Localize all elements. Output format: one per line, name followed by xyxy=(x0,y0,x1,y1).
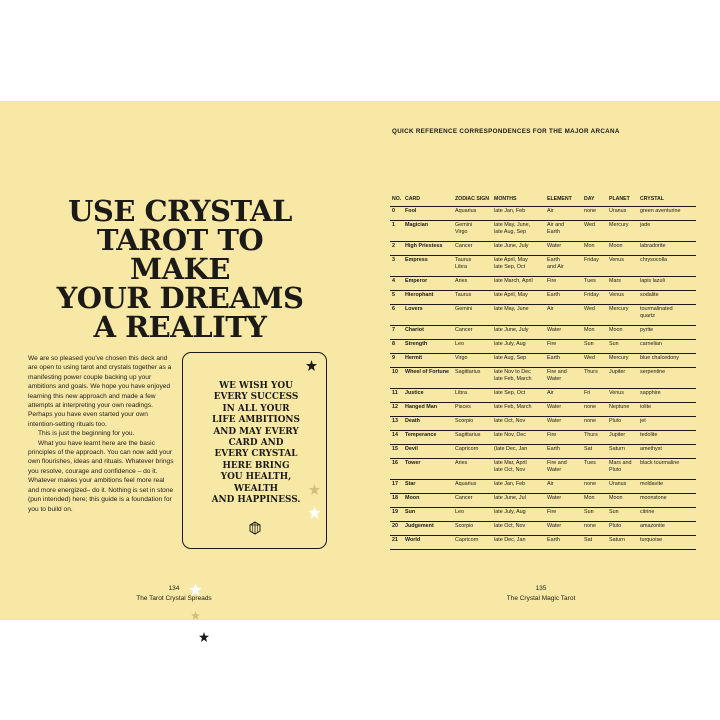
table-cell: Cancer xyxy=(453,326,492,340)
table-cell: tourmalinated quartz xyxy=(638,305,696,326)
table-row xyxy=(390,480,696,494)
table-cell: Mon xyxy=(582,326,607,340)
table-cell: iolite xyxy=(638,403,696,417)
headline-line: TAROT TO MAKE xyxy=(96,223,264,286)
table-cell: Wed xyxy=(582,354,607,368)
table-cell: Fire and Water xyxy=(545,459,582,480)
table-cell: Mars xyxy=(607,277,638,291)
table-cell: High Priestess xyxy=(403,242,453,256)
table-cell: Death xyxy=(403,417,453,431)
table-cell: Leo xyxy=(453,340,492,354)
headline xyxy=(50,194,310,344)
table-row xyxy=(390,277,696,291)
table-cell: late June, July xyxy=(492,326,545,340)
table-cell: World xyxy=(403,536,453,550)
table-cell: Air xyxy=(545,389,582,403)
table-cell: Mercury xyxy=(607,354,638,368)
table-cell: amazonite xyxy=(638,522,696,536)
table-cell: Scorpio xyxy=(453,522,492,536)
table-cell: late Oct, Nov xyxy=(492,522,545,536)
table-row xyxy=(390,536,696,550)
table-cell: 12 xyxy=(390,403,403,417)
table-cell: 18 xyxy=(390,494,403,508)
table-row xyxy=(390,221,696,242)
table-cell: Tues xyxy=(582,277,607,291)
table-cell: Capricorn xyxy=(453,445,492,459)
column-header: DAY xyxy=(582,193,607,207)
star-icon xyxy=(308,506,321,519)
table-cell: Thurs xyxy=(582,431,607,445)
table-cell: none xyxy=(582,207,607,221)
table-row xyxy=(390,340,696,354)
table-cell: Pluto xyxy=(607,417,638,431)
table-cell: Friday xyxy=(582,291,607,305)
table-cell: Aquarius xyxy=(453,207,492,221)
body-paragraph: This is just the beginning for you. xyxy=(38,430,135,438)
card-line: EVERY CRYSTAL xyxy=(214,449,298,460)
table-cell: late Jan, Feb xyxy=(492,207,545,221)
table-cell: 8 xyxy=(390,340,403,354)
table-cell: Mon xyxy=(582,242,607,256)
table-cell: Hermit xyxy=(403,354,453,368)
table-cell: moldavite xyxy=(638,480,696,494)
table-cell: late July, Aug xyxy=(492,508,545,522)
table-cell: Judgement xyxy=(403,522,453,536)
table-cell: Justice xyxy=(403,389,453,403)
table-cell: late May, June xyxy=(492,305,545,326)
table-cell: Emperor xyxy=(403,277,453,291)
table-cell: green aventurine xyxy=(638,207,696,221)
column-header: MONTHS xyxy=(492,193,545,207)
table-row xyxy=(390,207,696,221)
headline-line: A REALITY xyxy=(93,310,267,344)
table-row xyxy=(390,389,696,403)
table-cell: moonstone xyxy=(638,494,696,508)
table-cell: Sun xyxy=(607,340,638,354)
table-row xyxy=(390,459,696,480)
star-icon xyxy=(191,611,200,620)
table-row xyxy=(390,403,696,417)
table-row xyxy=(390,354,696,368)
table-cell: 14 xyxy=(390,431,403,445)
table-row xyxy=(390,431,696,445)
page-number: 135 xyxy=(535,585,547,592)
table-cell: Mars and Pluto xyxy=(607,459,638,480)
table-cell: blue chalcedony xyxy=(638,354,696,368)
table-cell: late June, Jul xyxy=(492,494,545,508)
table-row xyxy=(390,445,696,459)
table-cell: none xyxy=(582,522,607,536)
table-cell: late Feb, March xyxy=(492,403,545,417)
table-cell: turquoise xyxy=(638,536,696,550)
table-row xyxy=(390,494,696,508)
card-line: HERE BRING xyxy=(222,460,290,471)
table-cell: Pluto xyxy=(607,522,638,536)
table-cell: Lovers xyxy=(403,305,453,326)
table-cell: Fire xyxy=(545,340,582,354)
table-cell: Tower xyxy=(403,459,453,480)
table-cell: 20 xyxy=(390,522,403,536)
table-cell: Water xyxy=(545,403,582,417)
table-cell: none xyxy=(582,403,607,417)
table-cell: Pisces xyxy=(453,403,492,417)
card-line: EVERY SUCCESS xyxy=(213,392,299,403)
table-cell: none xyxy=(582,417,607,431)
table-cell: tedolite xyxy=(638,431,696,445)
table-cell: Wed xyxy=(582,221,607,242)
table-cell: 21 xyxy=(390,536,403,550)
table-cell: 15 xyxy=(390,445,403,459)
table-title: QUICK REFERENCE CORRESPONDENCES FOR THE MAJOR ARCANA xyxy=(392,128,620,135)
table-cell: lapis lazuli xyxy=(638,277,696,291)
running-footer: The Crystal Magic Tarot xyxy=(506,595,576,602)
table-cell: late April, May xyxy=(492,291,545,305)
table-row xyxy=(390,368,696,389)
table-cell: Aries xyxy=(453,277,492,291)
table-cell: late Aug, Sep xyxy=(492,354,545,368)
card-line: AND HAPPINESS. xyxy=(211,495,301,506)
table-cell: Fire xyxy=(545,508,582,522)
table-cell: Friday xyxy=(582,256,607,277)
body-paragraph: What you have learnt here are the basic principles of the approach. You can now add your own flourishes, ideas and rituals. Whatever brings you resolve, courage and confidence – do it. Whatever makes your ambitions feel more real and more energized– do it. Nothing is set in stone (pun intended) here; this guide is a foundation for you to build on. xyxy=(28,439,174,513)
table-row xyxy=(390,305,696,326)
table-cell: late June, July xyxy=(492,242,545,256)
table-cell: late Jan, Feb xyxy=(492,480,545,494)
table-cell: 19 xyxy=(390,508,403,522)
table-cell: 16 xyxy=(390,459,403,480)
table-cell: Thurs xyxy=(582,368,607,389)
table-cell: Gemini xyxy=(453,305,492,326)
table-cell: late March, April xyxy=(492,277,545,291)
table-cell: labradorite xyxy=(638,242,696,256)
card-line: WEALTH xyxy=(233,483,279,494)
table-cell: Libra xyxy=(453,389,492,403)
table-cell: 1 xyxy=(390,221,403,242)
table-cell: sodalite xyxy=(638,291,696,305)
table-cell: Earth xyxy=(545,291,582,305)
table-cell: Cancer xyxy=(453,242,492,256)
table-cell: late Nov to Dec late Feb, March xyxy=(492,368,545,389)
table-cell: Devil xyxy=(403,445,453,459)
table-cell: carnelian xyxy=(638,340,696,354)
card-line: IN ALL YOUR xyxy=(222,403,290,414)
body-text xyxy=(28,354,176,514)
table-cell: Aries xyxy=(453,459,492,480)
table-row xyxy=(390,326,696,340)
table-cell: Moon xyxy=(607,494,638,508)
table-row xyxy=(390,291,696,305)
table-cell: Sat xyxy=(582,445,607,459)
table-cell: Sun xyxy=(403,508,453,522)
book-spread xyxy=(0,101,720,620)
table-cell: Jupiter xyxy=(607,368,638,389)
table-cell: jet xyxy=(638,417,696,431)
table-cell: Fire xyxy=(545,277,582,291)
table-cell: 3 xyxy=(390,256,403,277)
body-paragraph: We are so pleased you've chosen this deck and are open to using tarot and crystals together as a manifesting power couple backing up your ambitions and goals. We hope you have enjoyed learning this new approach and made a few attempts at interpreting your own readings. Perhaps you have even started your own intention-setting rituals too. xyxy=(28,355,172,428)
table-cell: Mercury xyxy=(607,305,638,326)
left-folio xyxy=(114,584,234,604)
table-cell: 13 xyxy=(390,417,403,431)
table-row xyxy=(390,508,696,522)
table-cell: late Mar, April late Oct, Nov xyxy=(492,459,545,480)
table-cell: Sun xyxy=(582,508,607,522)
table-cell: Temperance xyxy=(403,431,453,445)
card-line: YOU HEALTH, xyxy=(220,472,292,483)
table-cell: late July, Aug xyxy=(492,340,545,354)
right-folio xyxy=(481,584,601,604)
table-cell: Venus xyxy=(607,389,638,403)
table-cell: Cancer xyxy=(453,494,492,508)
table-cell: Wheel of Fortune xyxy=(403,368,453,389)
table-cell: Sun xyxy=(582,340,607,354)
table-cell: 10 xyxy=(390,368,403,389)
table-cell: serpentine xyxy=(638,368,696,389)
table-row xyxy=(390,242,696,256)
table-cell: Water xyxy=(545,522,582,536)
table-cell: Capricorn xyxy=(453,536,492,550)
correspondence-table xyxy=(390,193,696,550)
table-cell: 6 xyxy=(390,305,403,326)
column-header: PLANET xyxy=(607,193,638,207)
table-cell: 17 xyxy=(390,480,403,494)
table-row xyxy=(390,522,696,536)
column-header: ZODIAC SIGN xyxy=(453,193,492,207)
table-cell: Gemini Virgo xyxy=(453,221,492,242)
card-line: WE WISH YOU xyxy=(219,381,293,391)
table-cell: late April, May late Sep, Oct xyxy=(492,256,545,277)
table-cell: late Nov, Dec xyxy=(492,431,545,445)
card-line: AND MAY EVERY xyxy=(213,426,299,437)
table-cell: Scorpio xyxy=(453,417,492,431)
card-message xyxy=(201,381,311,506)
table-cell: Hierophant xyxy=(403,291,453,305)
table-cell: sapphire xyxy=(638,389,696,403)
table-cell: Jupiter xyxy=(607,431,638,445)
table-cell: amethyst xyxy=(638,445,696,459)
table-cell: Earth xyxy=(545,354,582,368)
table-row xyxy=(390,417,696,431)
card-line: LIFE AMBITIONS xyxy=(212,415,300,426)
table-cell: Uranus xyxy=(607,207,638,221)
table-cell: Strength xyxy=(403,340,453,354)
running-footer: The Tarot Crystal Spreads xyxy=(136,595,212,602)
table-cell: Fool xyxy=(403,207,453,221)
column-header: ELEMENT xyxy=(545,193,582,207)
column-header: NO. xyxy=(390,193,403,207)
table-cell: Earth xyxy=(545,536,582,550)
table-cell: Fire xyxy=(545,431,582,445)
table-cell: Tues xyxy=(582,459,607,480)
table-cell: Mercury xyxy=(607,221,638,242)
table-cell: Leo xyxy=(453,508,492,522)
column-header: CRYSTAL xyxy=(638,193,696,207)
table-cell: Venus xyxy=(607,256,638,277)
table-row xyxy=(390,256,696,277)
crystal-icon xyxy=(248,521,262,535)
table-cell: chrysocolla xyxy=(638,256,696,277)
table-cell: Neptune xyxy=(607,403,638,417)
table-cell: Water xyxy=(545,494,582,508)
page-number: 134 xyxy=(168,585,180,592)
table-cell: Moon xyxy=(607,242,638,256)
table-cell: Moon xyxy=(607,326,638,340)
table-cell: Magician xyxy=(403,221,453,242)
table-cell: Earth and Air xyxy=(545,256,582,277)
table-cell: Fri xyxy=(582,389,607,403)
headline-line: YOUR DREAMS xyxy=(56,281,304,315)
table-cell: Aquarius xyxy=(453,480,492,494)
table-cell: Fire and Water xyxy=(545,368,582,389)
table-header-row xyxy=(390,193,696,207)
table-cell: Mon xyxy=(582,494,607,508)
table-cell: Hanged Man xyxy=(403,403,453,417)
table-cell: Sagittarius xyxy=(453,431,492,445)
table-cell: 4 xyxy=(390,277,403,291)
table-cell: Sat xyxy=(582,536,607,550)
table-cell: black tourmaline xyxy=(638,459,696,480)
table-cell: 2 xyxy=(390,242,403,256)
table-cell: Air xyxy=(545,207,582,221)
table-cell: Water xyxy=(545,326,582,340)
table-cell: citrine xyxy=(638,508,696,522)
table-cell: late Dec, Jan xyxy=(492,536,545,550)
table-cell: late Oct, Nov xyxy=(492,417,545,431)
card-line: CARD AND xyxy=(228,438,284,449)
table-cell: late Sep, Oct xyxy=(492,389,545,403)
wish-card xyxy=(182,352,327,549)
table-cell: Water xyxy=(545,242,582,256)
table-cell: Virgo xyxy=(453,354,492,368)
headline-line: USE CRYSTAL xyxy=(68,194,292,228)
table-cell: Earth xyxy=(545,445,582,459)
table-cell: jade xyxy=(638,221,696,242)
table-cell: 11 xyxy=(390,389,403,403)
table-cell: Taurus xyxy=(453,291,492,305)
table-cell: Saturn xyxy=(607,536,638,550)
table-cell: Water xyxy=(545,417,582,431)
table-cell: Air xyxy=(545,480,582,494)
table-cell: Chariot xyxy=(403,326,453,340)
table-cell: Uranus xyxy=(607,480,638,494)
star-icon xyxy=(199,632,209,642)
table-cell: Air and Earth xyxy=(545,221,582,242)
table-cell: Sagittarius xyxy=(453,368,492,389)
table-cell: none xyxy=(582,480,607,494)
table-cell: (late Dec, Jan xyxy=(492,445,545,459)
table-cell: Star xyxy=(403,480,453,494)
star-icon xyxy=(306,360,317,371)
table-cell: Venus xyxy=(607,291,638,305)
table-cell: Taurus Libra xyxy=(453,256,492,277)
table-cell: Saturn xyxy=(607,445,638,459)
column-header: CARD xyxy=(403,193,453,207)
table-cell: 7 xyxy=(390,326,403,340)
table-cell: pyrite xyxy=(638,326,696,340)
table-cell: 0 xyxy=(390,207,403,221)
table-cell: Sun xyxy=(607,508,638,522)
table-cell: 9 xyxy=(390,354,403,368)
table-cell: 5 xyxy=(390,291,403,305)
table-cell: late May, June, late Aug, Sep xyxy=(492,221,545,242)
table-cell: Moon xyxy=(403,494,453,508)
table-cell: Empress xyxy=(403,256,453,277)
table-cell: Wed xyxy=(582,305,607,326)
table-cell: Air xyxy=(545,305,582,326)
